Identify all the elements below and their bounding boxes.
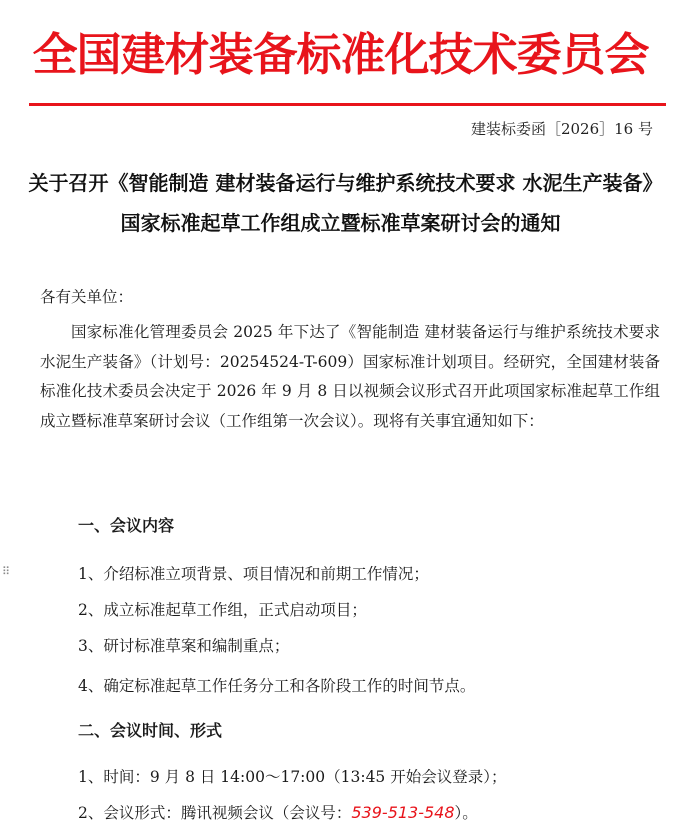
document-number: 建装标委函［2026］16 号 [470,120,653,138]
list-item: 1、介绍标准立项背景、项目情况和前期工作情况； [78,565,429,583]
meeting-id: 539-513-548 [351,803,455,822]
intro-paragraph: 国家标准化管理委员会 2025 年下达了《智能制造 建材装备运行与维护系统技术要求 水泥生产装备》（计划号：20254524-T-609）国家标准计划项目。经研究，全国建材装备标准化技术委员会决定于 2026 年 9 月 8 日以视频会议形式召开此项国家标准起草工作组成立暨标准草案研讨会议（工作组第一次会议）。现将有关事宜通知如下： [40,323,660,430]
list-item: 4、确定标准起草工作任务分工和各阶段工作的时间节点。 [78,677,476,695]
list-item: 3、研讨标准草案和编制重点； [78,637,290,655]
list-item-meeting-format [78,801,478,825]
salutation: 各有关单位： [40,288,134,306]
section-title-meeting-time: 二、会议时间、形式 [78,721,223,740]
organization-header: 全国建材装备标准化技术委员会 [32,28,649,81]
section-title-meeting-content: 一、会议内容 [78,516,175,535]
meeting-format-prefix: 2、会议形式：腾讯视频会议（会议号： [78,804,352,822]
list-item: 1、时间：9 月 8 日 14:00～17:00（13:45 开始会议登录）； [78,768,507,786]
header-divider [29,103,666,106]
meeting-format-suffix: ）。 [454,804,478,822]
drag-handle-icon[interactable]: ⠿ [2,565,12,578]
document-title: 关于召开《智能制造 建材装备运行与维护系统技术要求 水泥生产装备》国家标准起草工作组成立暨标准草案研讨会的通知 [28,171,653,235]
list-item: 2、成立标准起草工作组，正式启动项目； [78,601,367,619]
